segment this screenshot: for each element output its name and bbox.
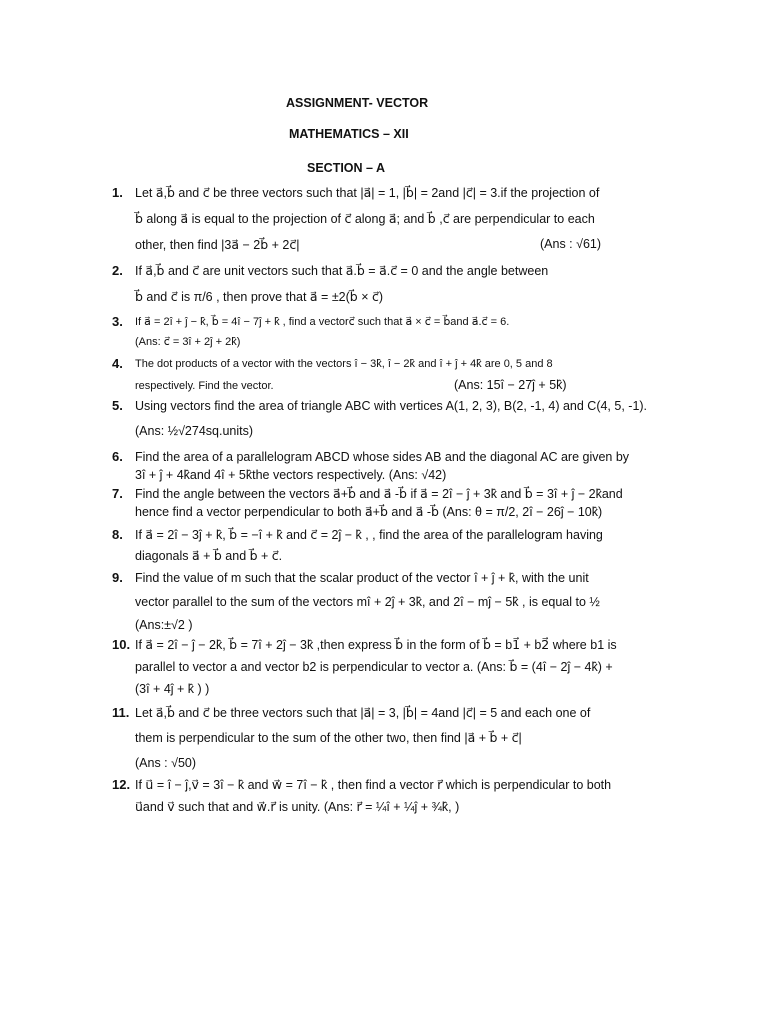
question-line: b⃗ along a⃗ is equal to the projection of c⃗ along a⃗; and b⃗ ,c⃗ are perpendicular to each [135,212,595,226]
question-line: other, then find |3a⃗ − 2b⃗ + 2c⃗| [135,238,300,252]
question-line: diagonals a⃗ + b⃗ and b⃗ + c⃗. [135,549,283,563]
question-number: 4. [112,356,123,371]
assignment-title: ASSIGNMENT- VECTOR [286,96,429,110]
answer: (Ans : √50) [135,756,197,770]
question-line: hence find a vector perpendicular to both a⃗+b⃗ and a⃗ -b⃗ (Ans: θ = π/2, 2î − 26ĵ − 10k̂) [135,505,603,519]
question-number: 7. [112,486,123,501]
question-line: If a⃗ = 2î + ĵ − k̂, b⃗ = 4î − 7ĵ + k̂ , find a vectorc⃗ such that a⃗ × c⃗ = b⃗and a⃗.c⃗ = 6. [135,316,510,328]
question-line: vector parallel to the sum of the vectors mî + 2ĵ + 3k̂, and 2î − mĵ − 5k̂ , is equal to ½ [135,595,600,609]
answer: (Ans:±√2 ) [135,618,193,632]
question-line: Let a⃗,b⃗ and c⃗ be three vectors such that |a⃗| = 3, |b⃗| = 4and |c⃗| = 5 and each one of [135,706,591,720]
question-line: Find the angle between the vectors a⃗+b⃗ and a⃗ -b⃗ if a⃗ = 2î − ĵ + 3k̂ and b⃗ = 3î + ĵ − 2k̂and [135,487,623,501]
answer: (Ans : √61) [540,237,602,251]
question-line: The dot products of a vector with the vectors î − 3k̂, î − 2k̂ and î + ĵ + 4k̂ are 0, 5 and 8 [135,358,553,370]
question-number: 5. [112,398,123,413]
question-number: 12. [112,777,131,792]
section-title: SECTION – A [307,161,386,175]
question-number: 6. [112,449,123,464]
question-number: 1. [112,185,123,200]
question-number: 8. [112,527,123,542]
question-line: u⃗and v⃗ such that and w⃗.r⃗ is unity. (Ans: r⃗ = ¼î + ¼ĵ + ¾k̂, ) [135,800,460,814]
question-line: respectively. Find the vector. [135,380,274,392]
question-line: Using vectors find the area of triangle ABC with vertices A(1, 2, 3), B(2, -1, 4) and C(4, 5, -1). [135,399,648,413]
answer: (Ans: 15î − 27ĵ + 5k̂) [454,378,567,392]
question-line: Find the value of m such that the scalar product of the vector î + ĵ + k̂, with the unit [135,571,589,585]
question-line: them is perpendicular to the sum of the other two, then find |a⃗ + b⃗ + c⃗| [135,731,522,745]
question-line: Let a⃗,b⃗ and c⃗ be three vectors such that |a⃗| = 1, |b⃗| = 2and |c⃗| = 3.if the projection of [135,186,600,200]
question-number: 11. [112,705,130,720]
answer: (3î + 4ĵ + k̂ ) ) [135,682,210,696]
question-line: parallel to vector a and vector b2 is perpendicular to vector a. (Ans: b⃗ = (4î − 2ĵ − 4k̂) + [135,660,613,674]
subject-title: MATHEMATICS – XII [289,127,409,141]
question-line: If a⃗,b⃗ and c⃗ are unit vectors such that a⃗.b⃗ = a⃗.c⃗ = 0 and the angle between [135,264,549,278]
answer: (Ans: ½√274sq.units) [135,424,254,438]
answer: (Ans: c⃗ = 3î + 2ĵ + 2k̂) [135,336,241,348]
question-number: 3. [112,314,123,329]
question-line: Find the area of a parallelogram ABCD whose sides AB and the diagonal AC are given by [135,450,630,464]
question-line: 3î + ĵ + 4k̂and 4î + 5k̂the vectors respectively. (Ans: √42) [135,468,447,482]
question-number: 9. [112,570,123,585]
question-line: b⃗ and c⃗ is π/6 , then prove that a⃗ = ±2(b⃗ × c⃗) [135,290,384,304]
question-line: If a⃗ = 2î − ĵ − 2k̂, b⃗ = 7î + 2ĵ − 3k̂ ,then express b⃗ in the form of b⃗ = b1⃗ + b2⃗ where b1 is [135,638,617,652]
question-line: If u⃗ = î − ĵ,v⃗ = 3î − k̂ and w⃗ = 7î − k̂ , then find a vector r⃗ which is perpendicular to both [135,778,612,792]
question-number: 10. [112,637,131,652]
question-number: 2. [112,263,123,278]
question-line: If a⃗ = 2î − 3ĵ + k̂, b⃗ = −î + k̂ and c⃗ = 2ĵ − k̂ , , find the area of the parallelogram having [135,528,603,542]
